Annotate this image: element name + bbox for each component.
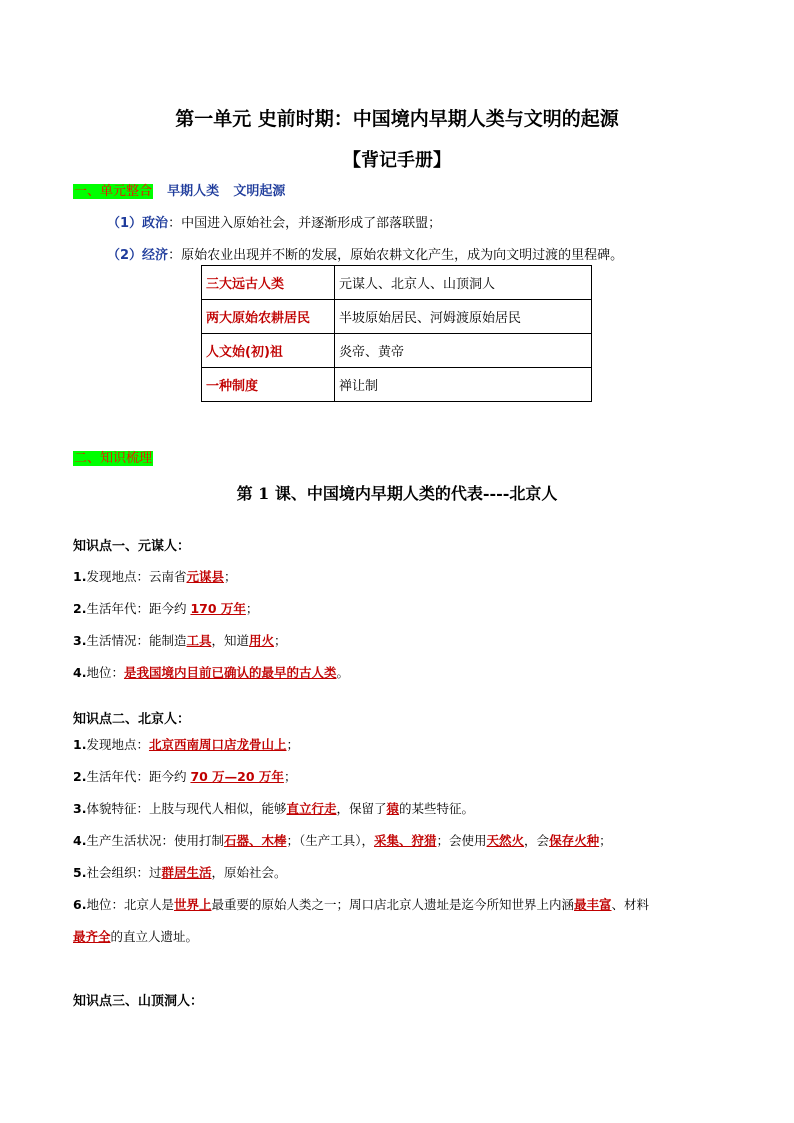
table-key: 三大远古人类: [202, 266, 335, 300]
key-term: 天然火: [486, 833, 525, 848]
line-text: ，保留了: [336, 801, 387, 816]
key-term: 保存火种: [549, 833, 600, 848]
line-text: 生产生活状况：使用打制: [86, 833, 224, 848]
line-text: 。: [336, 665, 349, 680]
table-key: 两大原始农耕居民: [202, 300, 335, 334]
knowledge-point-heading: 知识点三、山顶洞人：: [73, 994, 204, 1009]
section-unit-summary: [73, 180, 285, 200]
line-text: ，知道: [211, 633, 249, 648]
line-text: ；: [599, 833, 612, 848]
section-knowledge: [73, 451, 153, 467]
table-row: [202, 368, 592, 402]
key-term: 最丰富: [574, 897, 612, 912]
line-text: 发现地点：: [86, 737, 149, 752]
line-text: 体貌特征：上肢与现代人相似，能够: [86, 801, 287, 816]
item-prefix: （2）: [107, 248, 143, 263]
lesson-title: 第 1 课、中国境内早期人类的代表----北京人: [236, 484, 558, 503]
item-prefix: （1）: [107, 216, 143, 231]
line-text: ；: [223, 569, 237, 584]
line-text: 生活情况：能制造: [86, 633, 187, 648]
line-text: ；（生产工具），: [286, 833, 374, 848]
table-key: 人文始(初)祖: [202, 334, 335, 368]
section-label: 二、知识梳理: [74, 451, 153, 466]
line-number: 5.: [73, 865, 87, 880]
kp2-line-6-continued: [73, 927, 198, 945]
line-number: 4.: [73, 833, 87, 848]
line-number: 2.: [73, 601, 87, 616]
table-row: [202, 334, 592, 368]
kp2-line-1: [73, 735, 299, 753]
summary-item-politics: [107, 212, 441, 231]
line-text: 生活年代：距今约: [86, 601, 191, 616]
line-text: ；: [286, 737, 299, 752]
line-text: ；: [274, 633, 287, 648]
kp2-line-4: [73, 831, 612, 849]
line-text: 的某些特征。: [399, 801, 475, 816]
tag-early-humans: 早期人类: [167, 184, 220, 199]
section-label-highlight: [73, 451, 153, 466]
line-text: 最重要的原始人类之一；周口店北京人遗址是迄今所知世界上内涵: [211, 897, 574, 912]
line-text: 的直立人遗址。: [110, 929, 199, 944]
page-title: 第一单元 史前时期：中国境内早期人类与文明的起源: [175, 108, 619, 130]
knowledge-point-heading: 知识点二、北京人：: [73, 712, 191, 727]
kp1-line-1: [73, 567, 237, 585]
line-text: ；会使用: [436, 833, 487, 848]
section-label-highlight: [73, 184, 153, 199]
key-term: 最齐全: [73, 929, 111, 944]
line-text: 生活年代：距今约: [86, 769, 191, 784]
kp2-line-6: [73, 895, 649, 913]
line-text: ，会: [524, 833, 550, 848]
line-text: 社会组织：过: [86, 865, 162, 880]
table-value: 禅让制: [335, 368, 592, 402]
item-label: 政治: [142, 216, 169, 231]
line-number: 4.: [73, 665, 87, 680]
key-term: 元谋县: [186, 569, 224, 584]
line-text: ，原始社会。: [211, 865, 287, 880]
line-text: ；: [245, 601, 259, 616]
line-number: 3.: [73, 633, 87, 648]
key-term: 世界上: [173, 897, 212, 912]
table-key: 一种制度: [202, 368, 335, 402]
line-text: ；: [283, 769, 297, 784]
key-term: 是我国境内目前已确认的最早的古人类: [123, 665, 337, 680]
table-row: [202, 266, 592, 300]
key-term: 猿: [386, 801, 400, 816]
key-term: 直立行走: [286, 801, 337, 816]
line-number: 6.: [73, 897, 87, 912]
key-term: 采集、狩猎: [374, 833, 437, 848]
table-row: [202, 300, 592, 334]
key-term: 170 万年: [190, 601, 246, 616]
line-number: 2.: [73, 769, 87, 784]
key-term: 石器、木棒: [223, 833, 287, 848]
knowledge-point-heading: 知识点一、元谋人：: [73, 539, 191, 554]
key-term: 北京西南周口店龙骨山上: [148, 737, 287, 752]
table-value: 元谋人、北京人、山顶洞人: [335, 266, 592, 300]
line-number: 3.: [73, 801, 87, 816]
kp1-line-2: [73, 599, 258, 617]
key-term: 工具: [186, 633, 212, 648]
kp2-line-5: [73, 863, 287, 881]
key-term: 群居生活: [161, 865, 212, 880]
item-text: ：原始农业出现并不断的发展，原始农耕文化产生，成为向文明过渡的里程碑。: [168, 248, 624, 263]
line-number: 1.: [73, 737, 87, 752]
line-text: 地位：: [86, 665, 124, 680]
tag-civilization-origin: 文明起源: [233, 184, 286, 199]
kp2-line-2: [73, 767, 296, 785]
table-value: 炎帝、黄帝: [335, 334, 592, 368]
key-term: 用火: [249, 633, 275, 648]
section-label: 一、单元整合: [74, 184, 153, 199]
kp1-line-3: [73, 631, 287, 649]
kp2-line-3: [73, 799, 474, 817]
summary-table: [201, 265, 592, 402]
line-number: 1.: [73, 569, 87, 584]
item-text: ：中国进入原始社会，并逐渐形成了部落联盟；: [168, 216, 442, 231]
summary-item-economy: [107, 244, 623, 263]
key-term: 70 万—20 万年: [190, 769, 284, 784]
table-value: 半坡原始居民、河姆渡原始居民: [335, 300, 592, 334]
page-subtitle: 【背记手册】: [343, 150, 451, 171]
item-label: 经济: [142, 248, 169, 263]
line-text: 、材料: [611, 897, 650, 912]
line-text: 地位：北京人是: [86, 897, 174, 912]
kp1-line-4: [73, 663, 349, 681]
line-text: 发现地点：云南省: [86, 569, 187, 584]
